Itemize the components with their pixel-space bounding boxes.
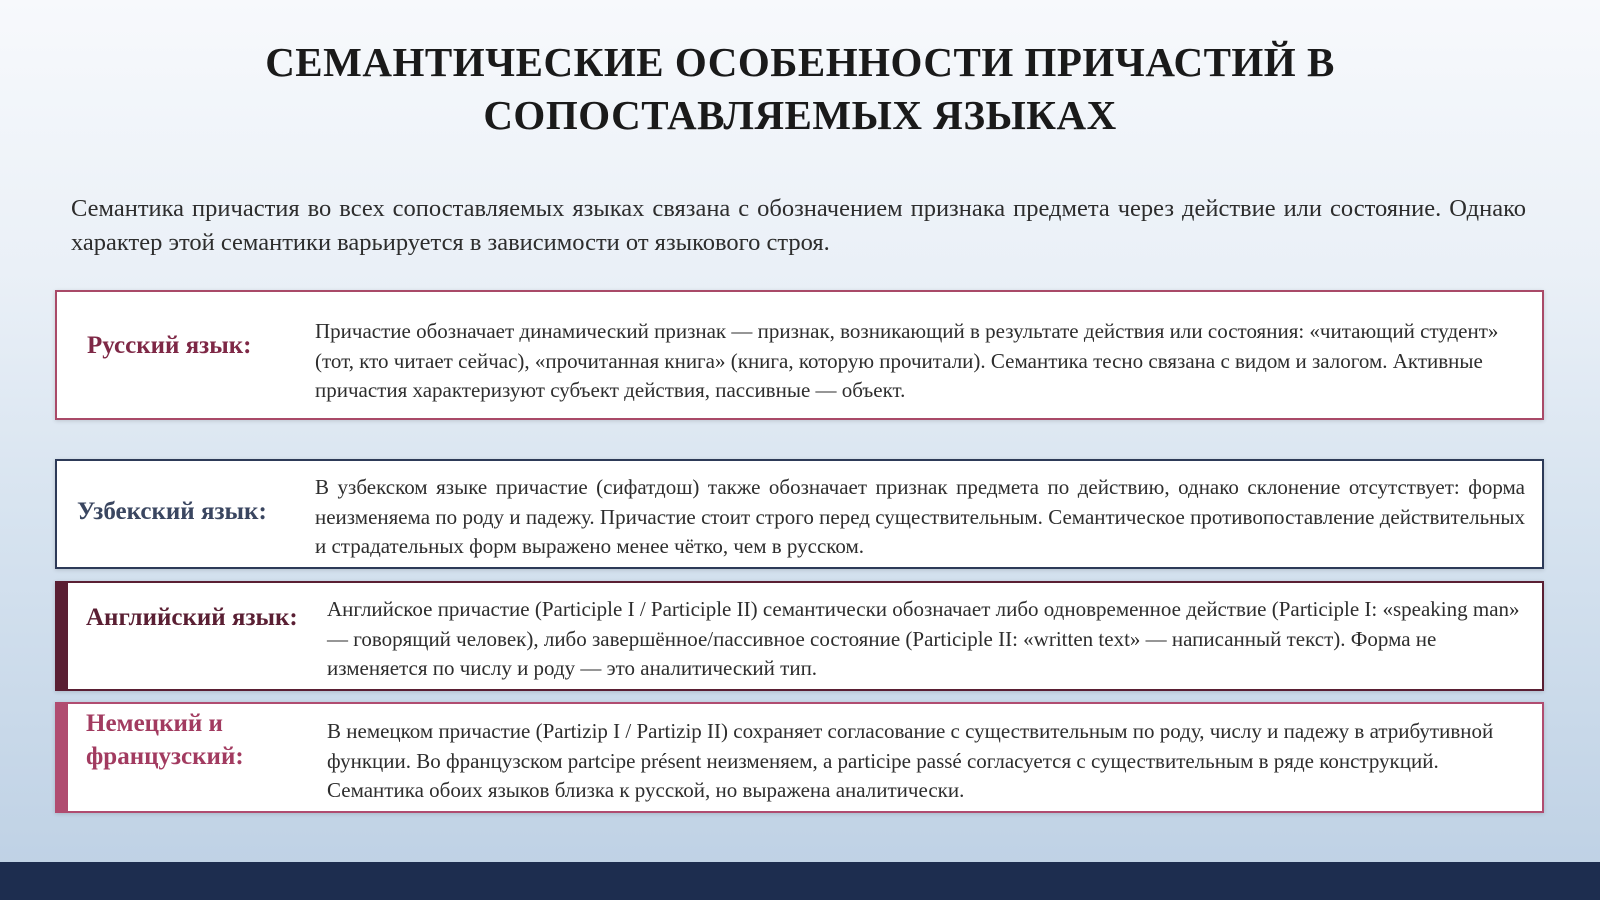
card-uzbek-text: В узбекском языке причастие (сифатдош) также обозначает признак предмета по действию, однако склонение отсутствует: форма неизменяема по роду и падежу. Причастие стоит строго перед существительным. Семантическое противопоставление действительных и страдательных форм выражено менее чётко, чем в русском. [315,475,1525,558]
slide-title-line-2: СОПОСТАВЛЯЕМЫХ ЯЗЫКАХ [483,92,1117,138]
footer-bar [0,862,1600,900]
card-english [55,581,1544,691]
card-german-french-text: В немецком причастие (Partizip I / Partizip II) сохраняет согласование с существительным по роду, числу и падежу в атрибутивной функции. Во французском partcipe présent неизменяем, а participe passé согласуется с существительным в ряде конструкций. Семантика обоих языков близка к русской, но выражена аналитически. [327,719,1494,802]
card-german-french-label: Немецкий и французский: [86,710,244,770]
card-uzbek [55,459,1544,569]
card-uzbek-label: Узбекский язык: [77,498,267,525]
slide-title [0,36,1600,142]
card-russian-text: Причастие обозначает динамический признак — признак, возникающий в результате действия или состояния: «читающий студент» (тот, кто читает сейчас), «прочитанная книга» (книга, которую прочитали). Семантика тесно связана с видом и залогом. Активные причастия характеризуют субъект действия, пассивные — объект. [315,319,1499,402]
card-english-label: Английский язык: [86,604,298,631]
card-german-french [55,702,1544,813]
card-english-text: Английское причастие (Participle I / Participle II) семантически обозначает либо одновременное действие (Participle I: «speaking man» — говорящий человек), либо завершённое/пассивное состояние (Participle II: «written text» — написанный текст). Форма не изменяется по числу и роду — это аналитический тип. [327,597,1520,680]
card-russian [55,290,1544,420]
intro-paragraph: Семантика причастия во всех сопоставляемых языках связана с обозначением признака предмета через действие или состояние. Однако характер этой семантики варьируется в зависимости от языкового строя. [71,195,1526,256]
card-russian-label: Русский язык: [87,332,252,359]
slide-title-line-1: СЕМАНТИЧЕСКИЕ ОСОБЕННОСТИ ПРИЧАСТИЙ В [265,39,1335,85]
